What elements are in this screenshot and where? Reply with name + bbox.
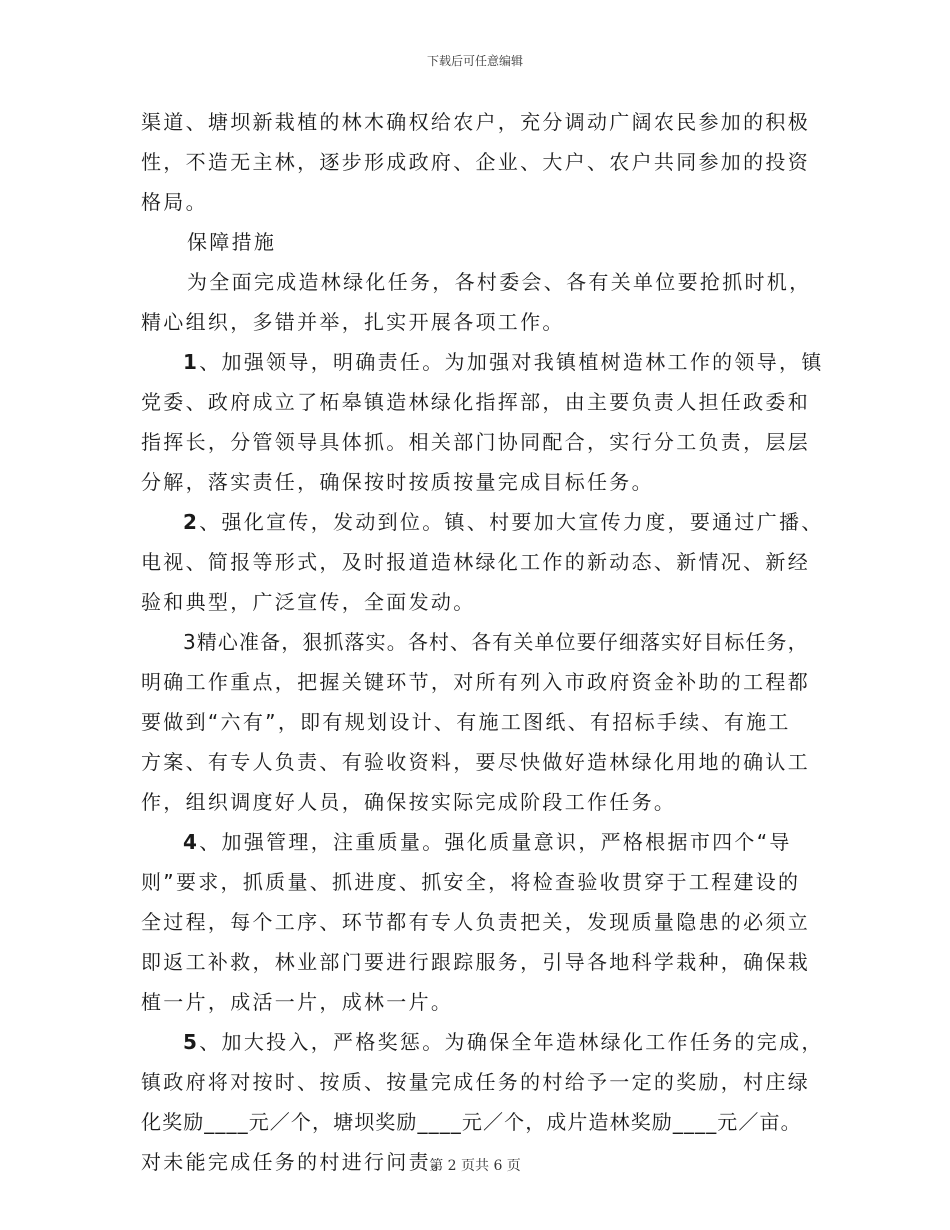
- paragraph-line: 作，组织调度好人员，确保按实际完成阶段工作任务。: [141, 790, 677, 814]
- list-item-5-first-line: [141, 1022, 824, 1062]
- paragraph-line: 对未能完成任务的村进行问责。: [141, 1150, 454, 1174]
- paragraph-line: 渠道、塘坝新栽植的林木确权给农户，充分调动广阔农民参加的积极: [141, 110, 810, 134]
- item-number: 1: [183, 350, 200, 374]
- paragraph-line: 植一片，成活一片，成林一片。: [141, 990, 454, 1014]
- paragraph-line: 分解，落实责任，确保按时按质按量完成目标任务。: [141, 470, 654, 494]
- document-body: [141, 102, 824, 1182]
- paragraph-line: 则”要求，抓质量、抓进度、抓安全，将检查验收贯穿于工程建设的: [141, 870, 801, 894]
- paragraph-line: 为全面完成造林绿化任务，各村委会、各有关单位要抢抓时机，: [187, 270, 812, 294]
- section-heading: 保障措施: [187, 230, 277, 254]
- paragraph-line: 、加强管理，注重质量。强化质量意识，严格根据市四个“导: [199, 830, 792, 854]
- paragraph-line: 、加强领导，明确责任。为加强对我镇植树造林工作的领导，镇: [199, 350, 824, 374]
- paragraph-line: 、加大投入，严格奖惩。为确保全年造林绿化工作任务的完成，: [199, 1030, 824, 1054]
- paragraph-line: 、强化宣传，发动到位。镇、村要加大宣传力度，要通过广播、: [199, 510, 824, 534]
- paragraph-line: 即返工补救，林业部门要进行跟踪服务，引导各地科学栽种，确保栽: [141, 950, 810, 974]
- paragraph-line: 精心组织，多错并举，扎实开展各项工作。: [141, 310, 565, 334]
- page-footer: 第 2 页共 6 页: [429, 1158, 521, 1174]
- page-header: 下载后可任意编辑: [426, 54, 523, 68]
- paragraph-line: 性，不造无主林，逐步形成政府、企业、大户、农户共同参加的投资: [141, 150, 810, 174]
- list-item-4-first-line: [141, 822, 821, 862]
- paragraph-line: 明确工作重点，把握关键环节，对所有列入市政府资金补助的工程都: [141, 670, 810, 694]
- list-item-1-first-line: [141, 342, 824, 382]
- paragraph-line: 镇政府将对按时、按质、按量完成任务的村给予一定的奖励，村庄绿: [141, 1070, 810, 1094]
- paragraph-line: 电视、简报等形式，及时报道造林绿化工作的新动态、新情况、新经: [141, 550, 810, 574]
- paragraph-line: 化奖励____元／个，塘坝奖励____元／个，成片造林奖励____元／亩。: [141, 1110, 802, 1134]
- item-number: 5: [183, 1030, 200, 1054]
- paragraph-line: 党委、政府成立了柘皋镇造林绿化指挥部，由主要负责人担任政委和: [141, 390, 810, 414]
- list-item-3-first-line: 3精心准备，狠抓落实。各村、各有关单位要仔细落实好目标任务，: [183, 630, 809, 654]
- paragraph-line: 指挥长，分管领导具体抓。相关部门协同配合，实行分工负责，层层: [141, 430, 810, 454]
- item-number: 4: [183, 830, 200, 854]
- paragraph-line: 全过程，每个工序、环节都有专人负责把关，发现质量隐患的必须立: [141, 910, 810, 934]
- paragraph-line: 方案、有专人负责、有验收资料，要尽快做好造林绿化用地的确认工: [141, 750, 810, 774]
- item-number: 2: [183, 510, 200, 534]
- paragraph-line: 验和典型，广泛宣传，全面发动。: [141, 590, 476, 614]
- paragraph-line: 格局。: [141, 190, 208, 214]
- list-item-2-first-line: [141, 502, 824, 542]
- paragraph-line: 要做到“六有”，即有规划设计、有施工图纸、有招标手续、有施工: [141, 710, 791, 734]
